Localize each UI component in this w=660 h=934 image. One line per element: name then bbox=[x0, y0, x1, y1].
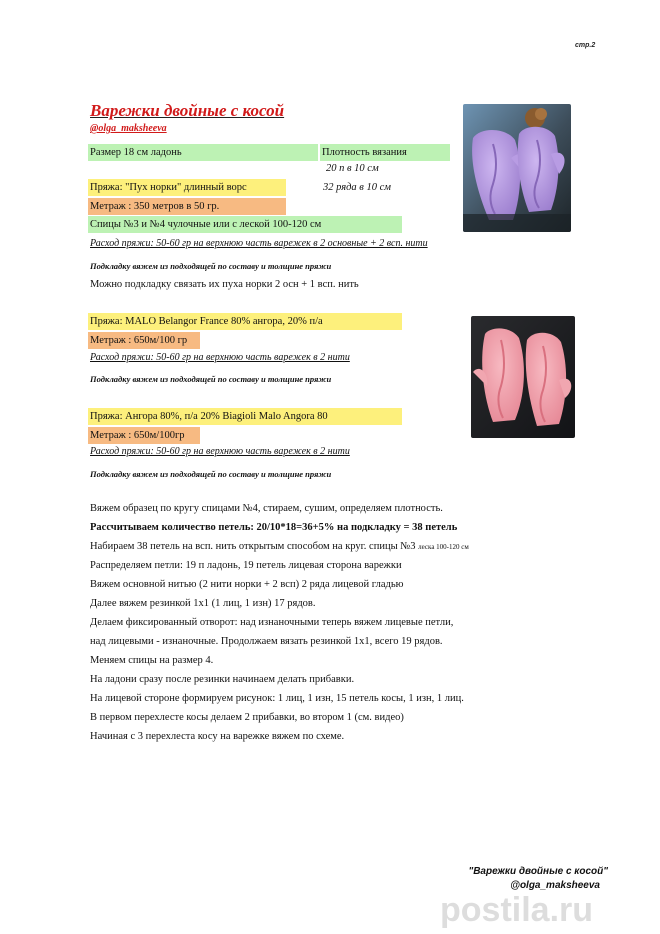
footer-title: "Варежки двойные с косой" bbox=[468, 866, 608, 877]
instruction-line: Вяжем основной нитью (2 нити норки + 2 всп) 2 ряда лицевой гладью bbox=[90, 579, 404, 590]
instruction-line-stitch-count: Рассчитываем количество петель: 20/10*18=36+5% на подкладку = 38 петель bbox=[90, 522, 458, 533]
instruction-line: Распределяем петли: 19 п ладонь, 19 петель лицевая сторона варежки bbox=[90, 560, 402, 571]
v3-lining-note: Подкладку вяжем из подходящей по составу и толщине пряжи bbox=[90, 469, 332, 479]
pink-mittens-photo bbox=[471, 316, 575, 438]
v3-length: Метраж : 650м/100гр bbox=[88, 427, 200, 444]
v3-yarn: Пряжа: Ангора 80%, п/а 20% Biagioli Malo Angora 80 bbox=[88, 408, 402, 425]
gauge-label: Плотность вязания bbox=[320, 144, 450, 161]
v1-lining-note: Подкладку вяжем из подходящей по составу и толщине пряжи bbox=[90, 261, 332, 271]
page-number: стр.2 bbox=[575, 42, 596, 49]
instruction-line: В первом перехлесте косы делаем 2 прибавки, во втором 1 (см. видео) bbox=[90, 712, 404, 723]
v1-needles: Спицы №3 и №4 чулочные или с леской 100-120 см bbox=[88, 216, 402, 233]
v1-consumption: Расход пряжи: 50-60 гр на верхнюю часть варежек в 2 основные + 2 всп. нити bbox=[90, 238, 428, 249]
instruction-line: Меняем спицы на размер 4. bbox=[90, 655, 214, 666]
watermark-text: postila.ru bbox=[440, 891, 594, 929]
gauge-stitches: 20 п в 10 см bbox=[326, 163, 379, 174]
v2-consumption: Расход пряжи: 50-60 гр на верхнюю часть варежек в 2 нити bbox=[90, 352, 350, 363]
lilac-mittens-photo bbox=[463, 104, 571, 232]
v2-yarn: Пряжа: MALO Belangor France 80% ангора, 20% п/а bbox=[88, 313, 402, 330]
v2-length: Метраж : 650м/100 гр bbox=[88, 332, 200, 349]
cast-on-note: леска 100-120 см bbox=[418, 543, 469, 551]
instruction-line bbox=[90, 541, 469, 552]
v1-length: Метраж : 350 метров в 50 гр. bbox=[88, 198, 286, 215]
instruction-line: Начиная с 3 перехлеста косу на варежке вяжем по схеме. bbox=[90, 731, 345, 742]
instruction-line: На ладони сразу после резинки начинаем делать прибавки. bbox=[90, 674, 355, 685]
instruction-line: Далее вяжем резинкой 1х1 (1 лиц, 1 изн) 17 рядов. bbox=[90, 598, 316, 609]
postila-watermark bbox=[440, 885, 640, 929]
instruction-line: Вяжем образец по кругу спицами №4, стираем, сушим, определяем плотность. bbox=[90, 503, 443, 514]
instruction-line: над лицевыми - изнаночные. Продолжаем вязать резинкой 1х1, всего 19 рядов. bbox=[90, 636, 443, 647]
instruction-line: Делаем фиксированный отворот: над изнаночными теперь вяжем лицевые петли, bbox=[90, 617, 454, 628]
size-line: Размер 18 см ладонь bbox=[88, 144, 318, 161]
instruction-text: Набираем 38 петель на всп. нить открытым способом на круг. спицы №3 bbox=[90, 541, 416, 552]
v3-consumption: Расход пряжи: 50-60 гр на верхнюю часть варежек в 2 нити bbox=[90, 446, 350, 457]
author-handle: @olga_maksheeva bbox=[90, 123, 167, 134]
footer-handle: @olga_maksheeva bbox=[510, 880, 600, 891]
gauge-rows: 32 ряда в 10 см bbox=[323, 182, 391, 193]
v1-lining-alt: Можно подкладку связать их пуха норки 2 осн + 1 всп. нить bbox=[90, 279, 359, 290]
page-title: Варежки двойные с косой bbox=[90, 101, 285, 120]
instruction-line: На лицевой стороне формируем рисунок: 1 лиц, 1 изн, 15 петель косы, 1 изн, 1 лиц. bbox=[90, 693, 464, 704]
v1-yarn: Пряжа: "Пух норки" длинный ворс bbox=[88, 179, 286, 196]
v2-lining-note: Подкладку вяжем из подходящей по составу и толщине пряжи bbox=[90, 374, 332, 384]
